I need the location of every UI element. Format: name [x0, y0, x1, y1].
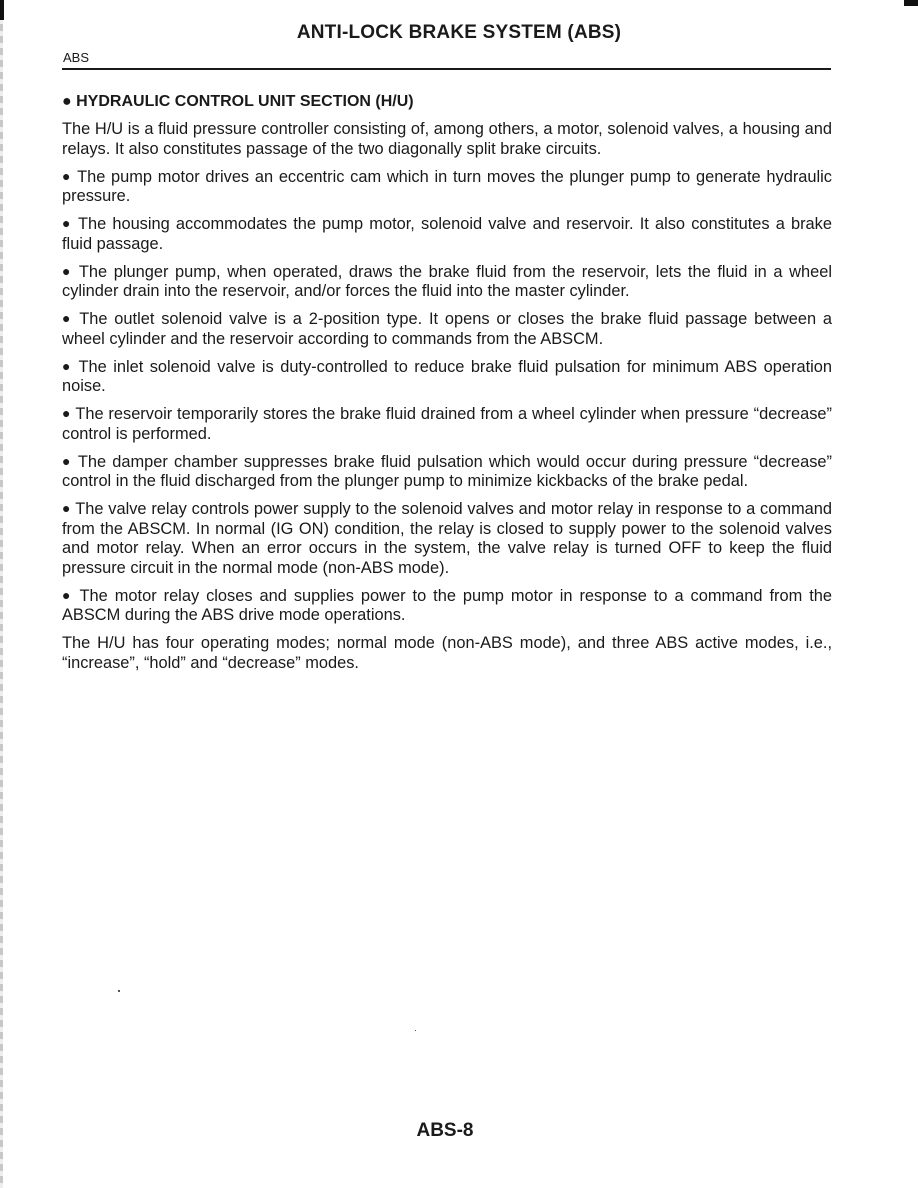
bullet-text: The inlet solenoid valve is duty-controlled to reduce brake fluid pulsation for minimum ABS operation noise.: [62, 357, 832, 395]
bullet-paragraph: [62, 263, 832, 302]
bullet-text: The pump motor drives an eccentric cam which in turn moves the plunger pump to generate hydraulic pressure.: [62, 167, 832, 205]
bullet-paragraph: [62, 453, 832, 492]
bullet-paragraph: [62, 405, 832, 444]
heading-bullet: ●: [62, 93, 72, 110]
bullet-icon: ●: [62, 167, 72, 184]
scan-corner-mark: [904, 0, 918, 6]
intro-paragraph: The H/U is a fluid pressure controller consisting of, among others, a motor, solenoid valves, a housing and relays. It also constitutes passage of the two diagonally split brake circuits.: [62, 120, 832, 158]
section-heading-text: HYDRAULIC CONTROL UNIT SECTION (H/U): [76, 93, 414, 110]
closing-paragraph: The H/U has four operating modes; normal mode (non-ABS mode), and three ABS active modes, i.e., “increase”, “hold” and “decrease” modes.: [62, 634, 832, 672]
bullet-paragraph: [62, 358, 832, 397]
scan-speck: [118, 990, 120, 992]
scan-left-edge-mark: [0, 0, 4, 20]
section-label: ABS: [63, 50, 90, 65]
bullet-text: The plunger pump, when operated, draws the brake fluid from the reservoir, lets the fluid in a wheel cylinder drain into the reservoir, and/or forces the fluid into the master cylinder.: [62, 262, 832, 300]
bullet-text: The outlet solenoid valve is a 2-position type. It opens or closes the brake fluid passage between a wheel cylinder and the reservoir according to commands from the ABSCM.: [62, 310, 832, 348]
bullet-icon: ●: [62, 310, 73, 326]
header-rule: [62, 68, 831, 70]
bullet-icon: ●: [62, 500, 71, 516]
page-number: ABS-8: [416, 1120, 474, 1141]
bullet-text: The valve relay controls power supply to the solenoid valves and motor relay in response to a command from the ABSCM. In normal (IG ON) condition, the relay is closed to supply power to the solenoid valves and motor relay. When an error occurs in the system, the valve relay is turned OFF to keep the fluid pressure circuit in the normal mode (non-ABS mode).: [62, 500, 832, 577]
bullet-paragraph: [62, 215, 832, 254]
bullet-icon: ●: [62, 357, 73, 374]
bullet-paragraph: [62, 587, 832, 626]
document-body: [62, 93, 832, 682]
scan-left-edge: [0, 0, 3, 1188]
bullet-text: The housing accommodates the pump motor, solenoid valve and reservoir. It also constitutes a brake fluid passage.: [62, 215, 832, 253]
bullet-icon: ●: [62, 586, 73, 603]
bullet-paragraph: [62, 168, 832, 207]
bullet-text: The motor relay closes and supplies power to the pump motor in response to a command from the ABSCM during the ABS drive mode operations.: [62, 586, 832, 624]
bullet-icon: ●: [62, 452, 73, 469]
bullet-icon: ●: [62, 405, 71, 421]
section-heading: [62, 93, 832, 111]
bullet-text: The reservoir temporarily stores the brake fluid drained from a wheel cylinder when pressure “decrease” control is performed.: [62, 405, 832, 443]
bullet-paragraph: [62, 500, 832, 578]
scan-speck: [415, 1030, 416, 1031]
bullet-paragraph: [62, 310, 832, 349]
bullet-icon: ●: [62, 262, 73, 279]
bullet-text: The damper chamber suppresses brake fluid pulsation which would occur during pressure “decrease” control in the fluid discharged from the plunger pump to minimize kickbacks of the brake pedal.: [62, 452, 832, 490]
page-title: ANTI-LOCK BRAKE SYSTEM (ABS): [296, 22, 622, 43]
bullet-icon: ●: [62, 215, 73, 231]
